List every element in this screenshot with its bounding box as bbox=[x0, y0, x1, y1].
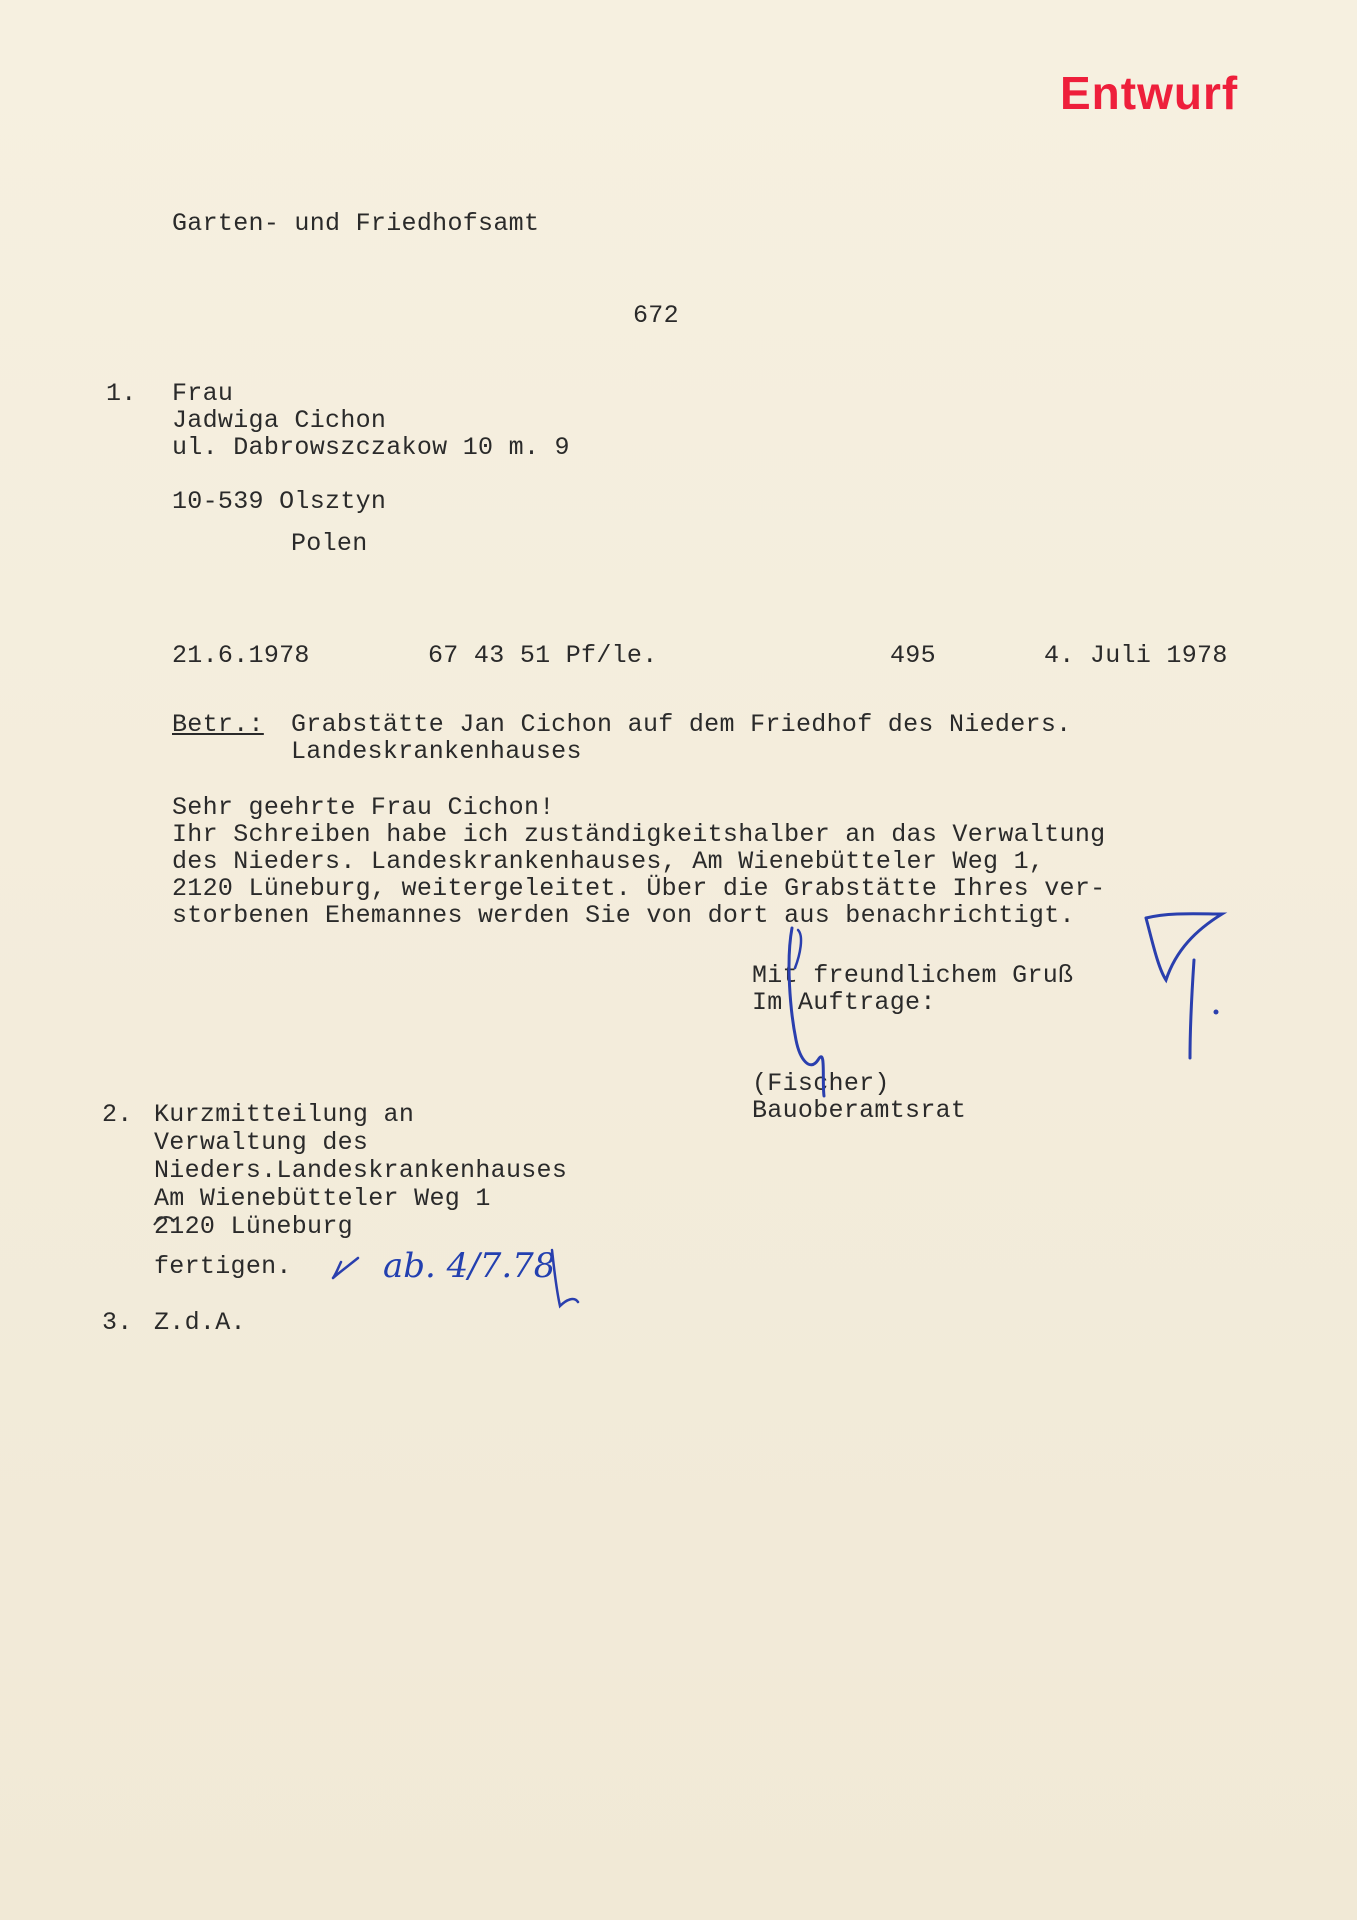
handwritten-flourish bbox=[552, 1250, 578, 1306]
initial-mark bbox=[1146, 914, 1222, 980]
closing-authority: Im Auftrage: bbox=[752, 988, 936, 1017]
greeting: Sehr geehrte Frau Cichon! bbox=[172, 793, 555, 822]
file-reference: 67 43 51 Pf/le. bbox=[428, 641, 658, 670]
subject-line-2: Landeskrankenhauses bbox=[291, 737, 582, 766]
signatory-name: (Fischer) bbox=[752, 1069, 890, 1098]
closing-greeting: Mit freundlichem Gruß bbox=[752, 961, 1074, 990]
subject-line-1: Grabstätte Jan Cichon auf dem Friedhof des Nieders. bbox=[291, 710, 1072, 739]
handwritten-note: ab. 4/7.78 bbox=[383, 1246, 556, 1286]
recipient-street: ul. Dabrowszczakow 10 m. 9 bbox=[172, 433, 570, 462]
item2-line: Verwaltung des bbox=[154, 1128, 369, 1157]
body-line: Ihr Schreiben habe ich zuständigkeitshalber an das Verwaltung bbox=[172, 820, 1106, 849]
item2-line: Nieders.Landeskrankenhauses bbox=[154, 1156, 568, 1185]
initial-mark bbox=[1190, 960, 1194, 1058]
item3-number: 3. bbox=[102, 1308, 133, 1337]
department-heading: Garten- und Friedhofsamt bbox=[172, 209, 540, 238]
item2-line: Am Wienebütteler Weg 1 bbox=[154, 1184, 491, 1213]
body-line: 2120 Lüneburg, weitergeleitet. Über die Grabstätte Ihres ver- bbox=[172, 874, 1106, 903]
phone-extension: 495 bbox=[890, 641, 936, 670]
item2-line: 2120 Lüneburg bbox=[154, 1212, 353, 1241]
letter-date: 4. Juli 1978 bbox=[1044, 641, 1228, 670]
their-letter-date: 21.6.1978 bbox=[172, 641, 310, 670]
item2-action: fertigen. bbox=[154, 1252, 292, 1281]
item2-number: 2. bbox=[102, 1100, 133, 1129]
signatory-title: Bauoberamtsrat bbox=[752, 1096, 967, 1125]
body-line: des Nieders. Landeskrankenhauses, Am Wienebütteler Weg 1, bbox=[172, 847, 1045, 876]
item2-line: Kurzmitteilung an bbox=[154, 1100, 415, 1129]
draft-stamp: Entwurf bbox=[1060, 67, 1239, 119]
check-mark bbox=[333, 1258, 358, 1278]
recipient-city: 10-539 Olsztyn bbox=[172, 487, 387, 516]
office-number: 672 bbox=[633, 301, 679, 330]
body-line: storbenen Ehemannes werden Sie von dort aus benachrichtigt. bbox=[172, 901, 1075, 930]
recipient-country: Polen bbox=[291, 529, 368, 558]
subject-label: Betr.: bbox=[172, 710, 264, 739]
recipient-salutation: Frau bbox=[172, 379, 234, 408]
item3-text: Z.d.A. bbox=[154, 1308, 246, 1337]
recipient-name: Jadwiga Cichon bbox=[172, 406, 387, 435]
initial-dot bbox=[1214, 1010, 1219, 1015]
item1-number: 1. bbox=[106, 379, 137, 408]
